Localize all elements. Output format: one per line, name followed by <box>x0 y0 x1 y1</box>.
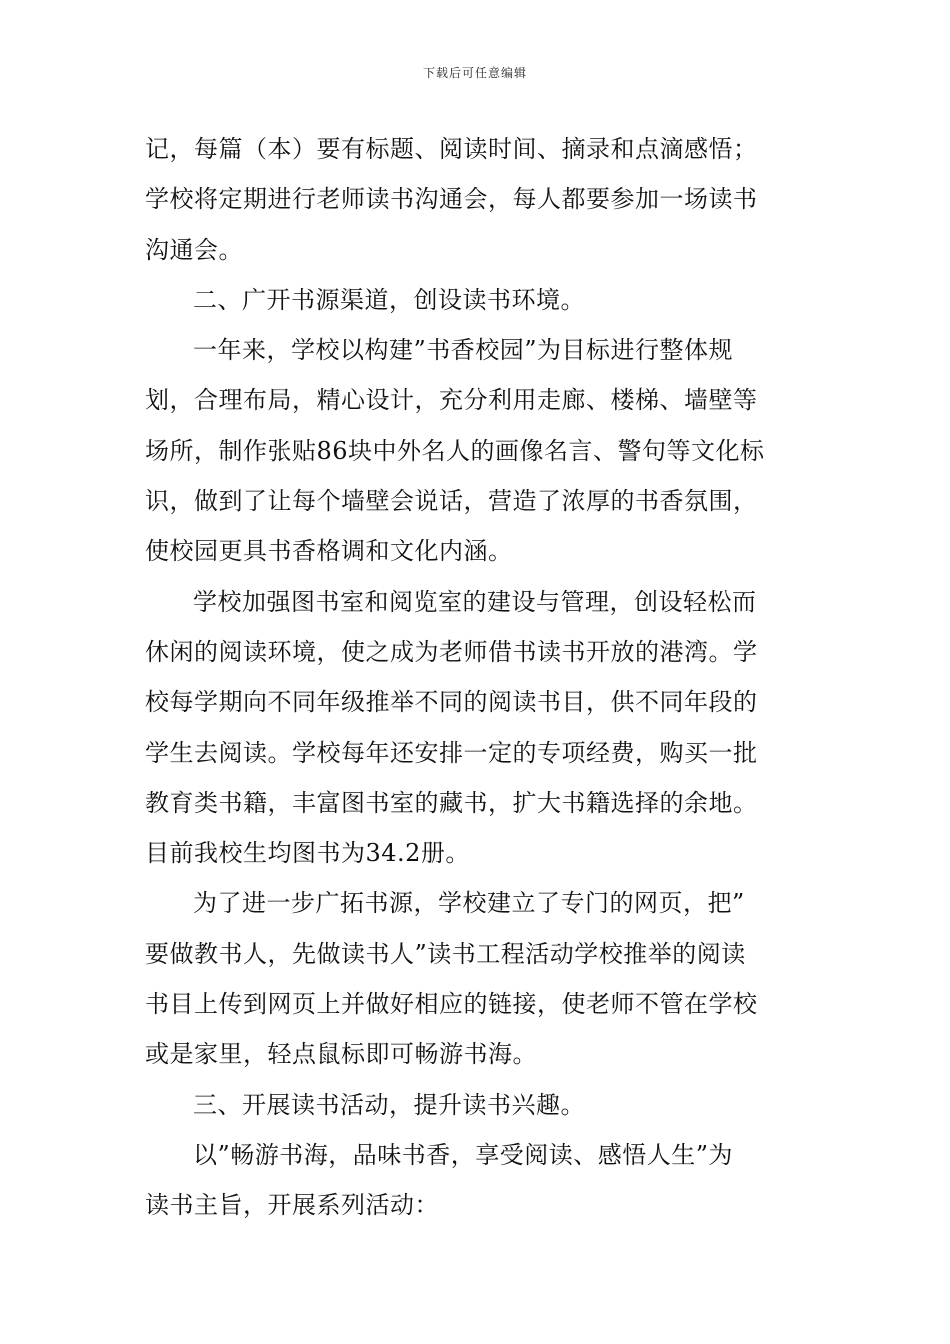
section-heading: 三、开展读书活动，提升读书兴趣。 <box>193 1090 585 1119</box>
document-body <box>145 124 810 1231</box>
text-line: 场所，制作张贴86块中外名人的画像名言、警句等文化标 <box>145 436 765 465</box>
text-line: 校每学期向不同年级推举不同的阅读书目，供不同年段的 <box>145 688 758 717</box>
text-line: 使校园更具书香格调和文化内涵。 <box>145 537 513 566</box>
text-line: 目前我校生均图书为34.2册。 <box>145 839 470 868</box>
text-line: 书目上传到网页上并做好相应的链接，使老师不管在学校 <box>145 990 758 1019</box>
text-line: 划，合理布局，精心设计，充分利用走廊、楼梯、墙壁等 <box>145 386 758 415</box>
text-line: 休闲的阅读环境，使之成为老师借书读书开放的港湾。学 <box>145 637 758 666</box>
text-line: 记，每篇（本）要有标题、阅读时间、摘录和点滴感悟； <box>145 135 758 163</box>
text-line: 学生去阅读。学校每年还安排一定的专项经费，购买一批 <box>145 738 758 767</box>
paragraph-start: 为了进一步广拓书源，学校建立了专门的网页，把” <box>193 889 745 918</box>
text-line: 沟通会。 <box>145 235 243 264</box>
paragraph-start: 学校加强图书室和阅览室的建设与管理，创设轻松而 <box>193 587 757 616</box>
text-line: 要做教书人，先做读书人”读书工程活动学校推举的阅读 <box>145 939 746 968</box>
text-line: 或是家里，轻点鼠标即可畅游书海。 <box>145 1040 537 1069</box>
page-header: 下载后可任意编辑 <box>422 66 527 80</box>
text-line: 学校将定期进行老师读书沟通会，每人都要参加一场读书 <box>145 185 758 214</box>
text-line: 教育类书籍，丰富图书室的藏书，扩大书籍选择的余地。 <box>145 788 758 817</box>
section-heading: 二、广开书源渠道，创设读书环境。 <box>193 285 585 314</box>
paragraph-start: 以”畅游书海，品味书香，享受阅读、感悟人生”为 <box>193 1140 734 1169</box>
paragraph-start: 一年来，学校以构建”书香校园”为目标进行整体规 <box>193 336 734 365</box>
text-line: 识，做到了让每个墙壁会说话，营造了浓厚的书香氛围， <box>145 487 758 516</box>
text-line: 读书主旨，开展系列活动： <box>145 1191 439 1220</box>
